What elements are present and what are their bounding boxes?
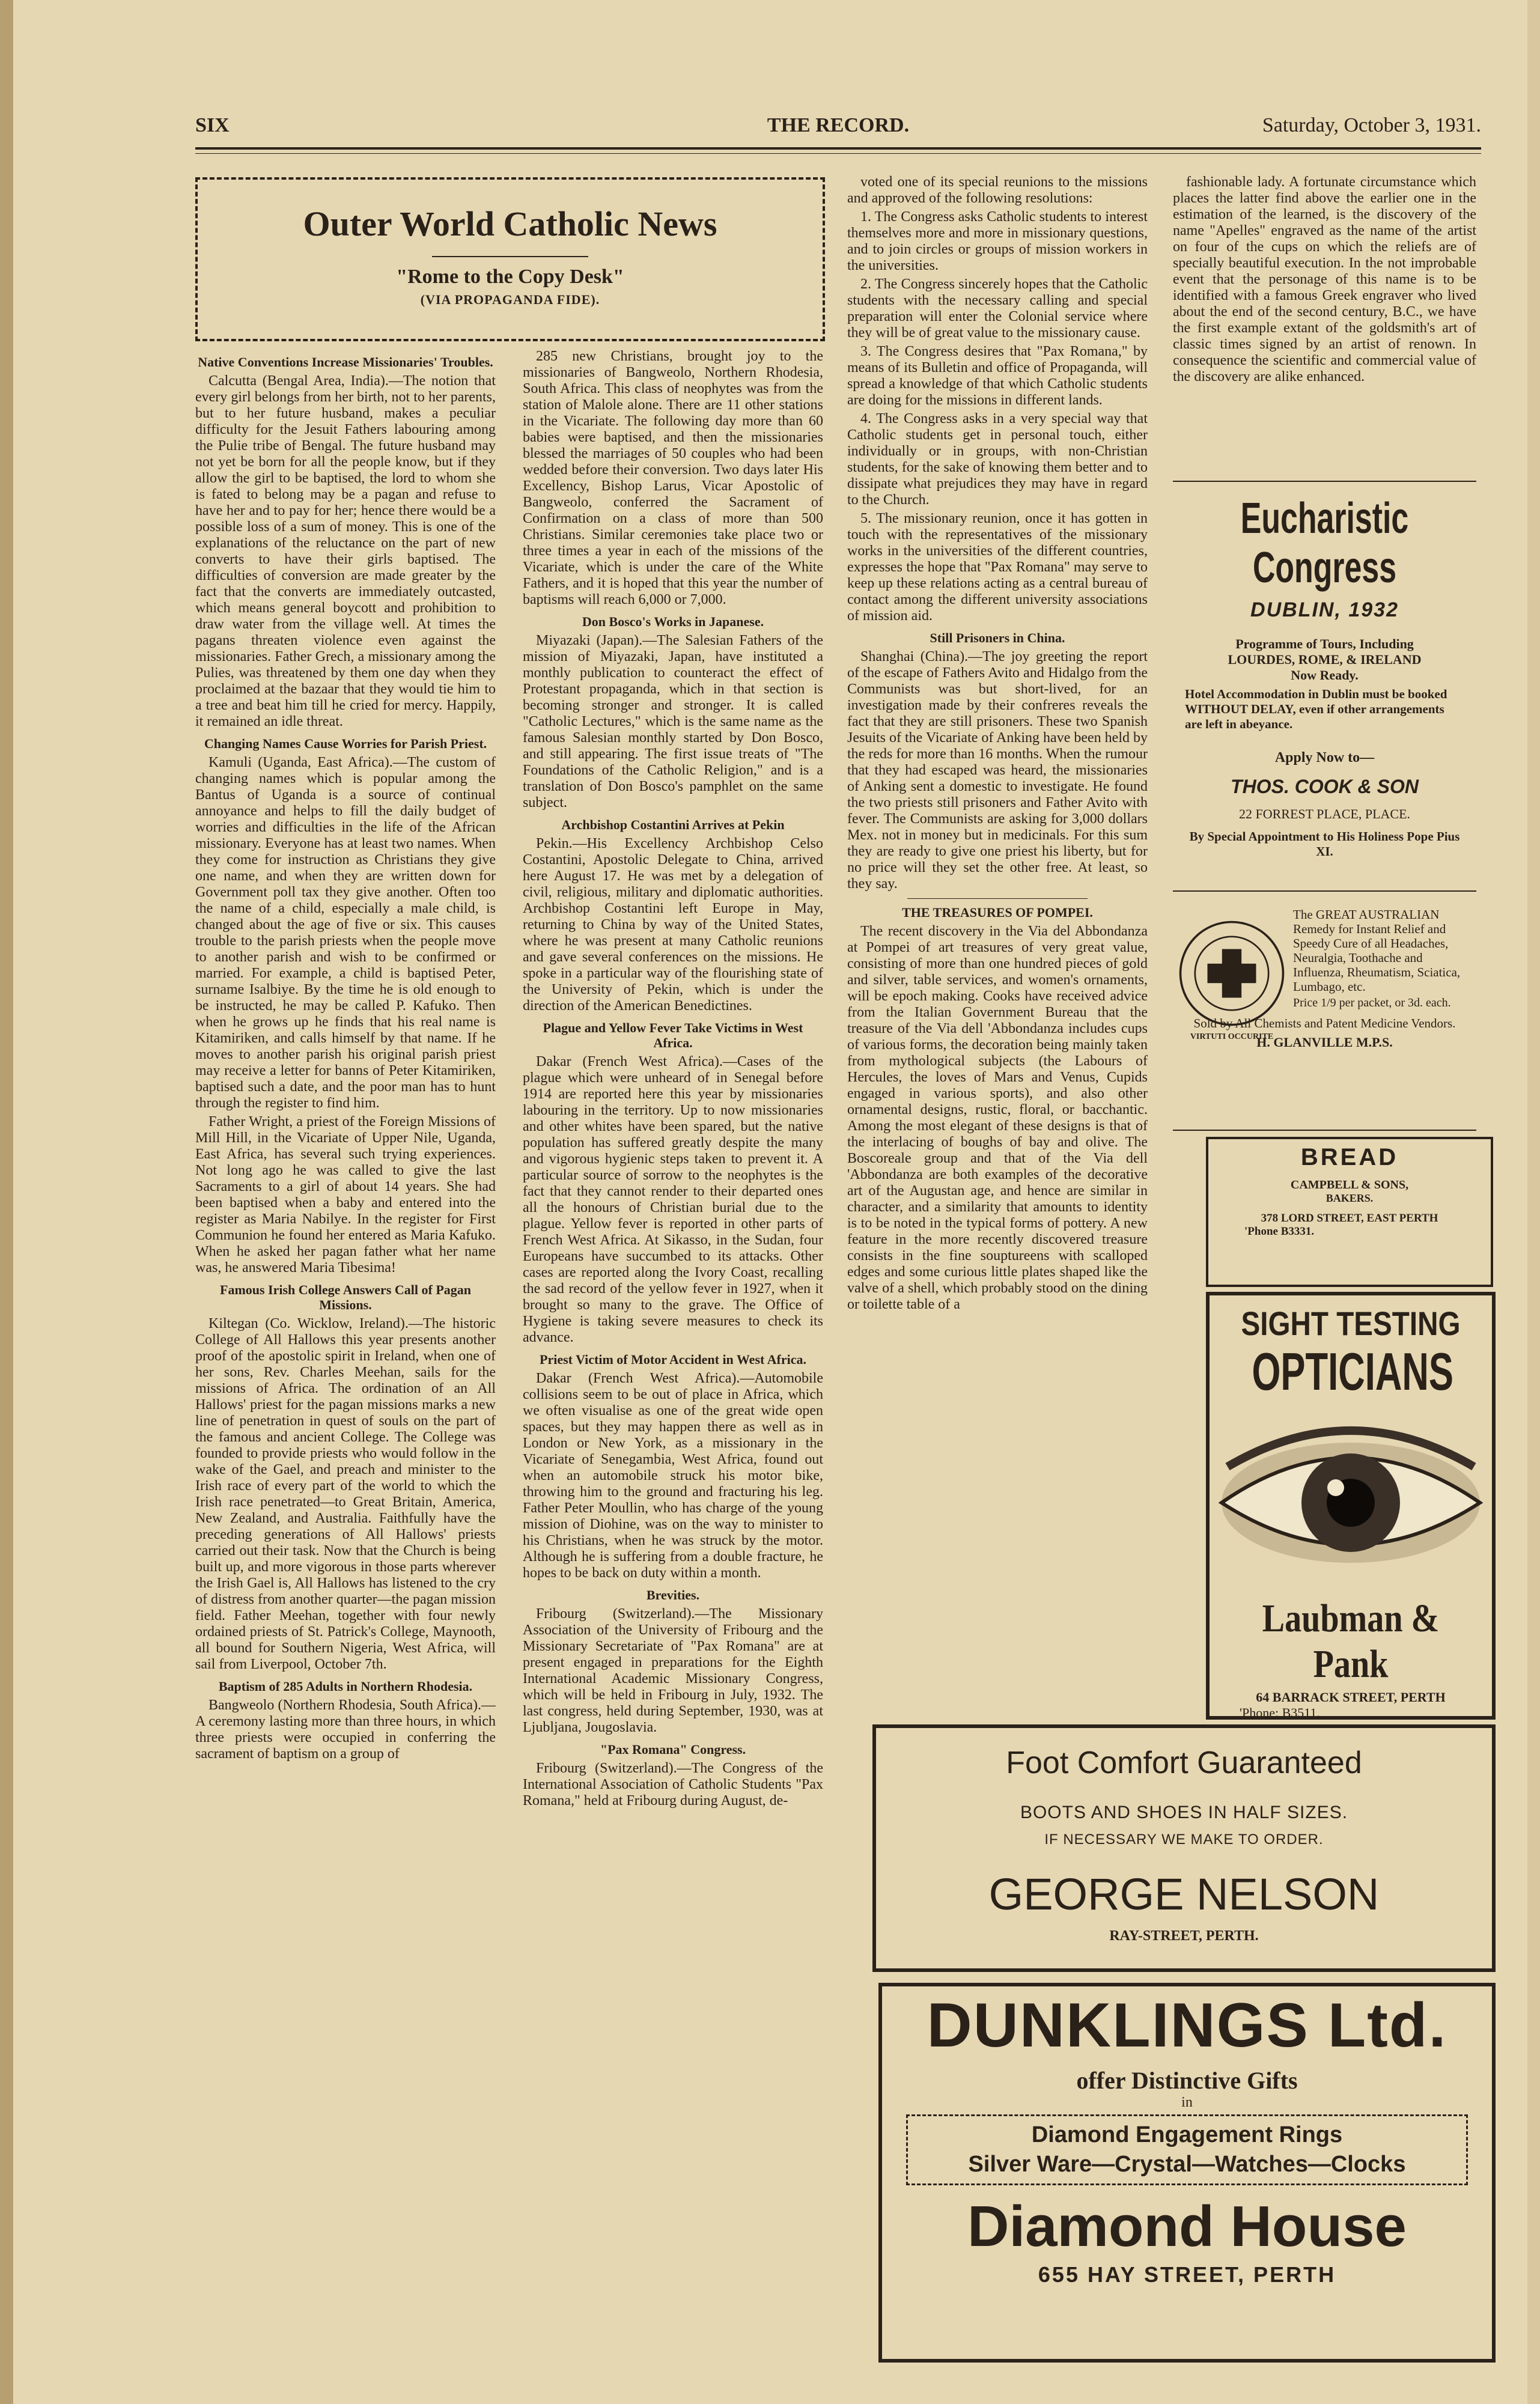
article-paragraph: Father Wright, a priest of the Foreign Missions of Mill Hill, in the Vicariate of Upper Nile, Uganda, East Africa, has several such trying experiences. Not long ago he was called to give the last Sacraments to a girl of about 14 years. She had been baptised when a baby and entered into the register as Maria Nabilye. In the register for First Communion he found her entered as Maria Kafuko. When he asked her pagan father what her name was, he answered Maria Tibesima!: [195, 1114, 496, 1276]
article-headline: Changing Names Cause Worries for Parish Priest.: [204, 736, 487, 751]
ad-foot-addr: RAY-STREET, PERTH.: [1109, 1928, 1259, 1944]
ad-dunk-title: DUNKLINGS Ltd.: [927, 1991, 1447, 2060]
article-paragraph: voted one of its special reunions to the missions and approved of the following resolutions:: [847, 174, 1148, 206]
ad-foot-comfort: [872, 1724, 1496, 1972]
ad-remedy-maker: H. GLANVILLE M.P.S.: [1256, 1035, 1393, 1050]
article-paragraph: 2. The Congress sincerely hopes that the Catholic students with the necessary calling and special preparation will enter the Colonial service where they will be of great value to the missionary cause.: [847, 276, 1148, 341]
section-banner: [195, 177, 825, 341]
article-paragraph: Bangweolo (Northern Rhodesia, South Africa).—A ceremony lasting more than three hours, in which three priests were occupied in conferring the sacrament of baptism on a group of: [195, 1697, 496, 1762]
ad-euc-firm: THOS. COOK & SON: [1231, 776, 1419, 797]
banner-title: Outer World Catholic News: [303, 204, 717, 243]
article-paragraph: Miyazaki (Japan).—The Salesian Fathers of the mission of Miyazaki, Japan, have instituted a monthly publication to counteract the effect of Protestant propaganda, which in that section is becoming stronger and stronger. It is called "Catholic Lectures," which is the same name as the famous Salesian monthly started by Don Bosco, and still appearing. The first issue treats of "The Foundations of the Catholic Religion," and is a translation of Don Bosco's pamphlet on the same subject.: [523, 633, 823, 811]
article-headline: Archbishop Costantini Arrives at Pekin: [561, 817, 785, 832]
article-separator: [907, 898, 1088, 899]
page-header: [195, 114, 1481, 138]
ad-foot-title: Foot Comfort Guaranteed: [1006, 1745, 1362, 1780]
ad-optic-l1: SIGHT TESTING: [1241, 1304, 1461, 1342]
article-headline: Still Prisoners in China.: [930, 630, 1065, 645]
newspaper-page: [13, 0, 1527, 2404]
ad-dunk-l2: Silver Ware—Crystal—Watches—Clocks: [968, 2152, 1406, 2177]
page-number: SIX: [195, 114, 230, 136]
ad-euc-l4: Hotel Accommodation in Dublin must be booked WITHOUT DELAY, even if other arrangements are left in abeyance.: [1185, 687, 1447, 731]
article-paragraph: 4. The Congress asks in a very special way that Catholic students get in personal touch, either individually or in groups, with non-Christian students, for the sake of knowing them better and to dissipate what prejudices they may have in regard to the Church.: [847, 411, 1148, 508]
banner-via: (VIA PROPAGANDA FIDE).: [420, 292, 600, 307]
eye-icon: [1210, 1401, 1492, 1599]
column-2: [523, 348, 823, 2391]
ad-bread-bakers: BAKERS.: [1325, 1192, 1374, 1204]
ad-dunk-offer: offer Distinctive Gifts: [1076, 2067, 1298, 2094]
red-cross-seal-icon: [1178, 919, 1286, 1027]
ad-optic-addr: 64 BARRACK STREET, PERTH: [1256, 1690, 1446, 1705]
ad-euc-appt: By Special Appointment to His Holiness Pope Pius XI.: [1189, 829, 1460, 859]
ad-optic-phone: 'Phone: B3511.: [1240, 1705, 1320, 1720]
article-paragraph: 285 new Christians, brought joy to the missionaries of Bangweolo, Northern Rhodesia, South Africa. This class of neophytes was from the station of Malole alone. There are 11 other stations in the Vicariate. The following day more than 60 babies were baptised, and then the missionaries blessed the marriages of 50 couples who had been wedded before their conversion. Two days later His Excellency, Bishop Larus, Vicar Apostolic of Bangweolo, conferred the Sacrament of Confirmation on a class of more than 500 Christians. Similar ceremonies take place two or three times a year in each of the missions of the Vicariate, which is under the care of the White Fathers, and it is hoped that this year the number of baptisms will reach 6,000 or 7,000.: [523, 348, 823, 607]
article-headline: Famous Irish College Answers Call of Pagan Missions.: [220, 1282, 471, 1312]
ad-remedy-price: Price 1/9 per packet, or 3d. each.: [1293, 996, 1451, 1009]
ad-dunklings: [878, 1983, 1496, 2363]
ad-optic-l2: OPTICIANS: [1252, 1342, 1453, 1401]
ad-euc-apply: Apply Now to—: [1274, 750, 1375, 765]
article-headline: Plague and Yellow Fever Take Victims in West Africa.: [543, 1020, 803, 1050]
article-paragraph: Dakar (French West Africa).—Automobile collisions seem to be out of place in Africa, which we often visualise as one of the great wide open spaces, but they may happen there as well as in London or New York, as a missionary in the Vicariate of Senegambia, West Africa, found out when an automobile struck his motor bike, throwing him to the ground and fracturing his leg. Father Peter Moullin, who has charge of the young mission of Diohine, was on the way to minister to his Christians, when he was struck by the motor. Although he is suffering from a double fracture, he hopes to be back on duty within a month.: [523, 1371, 823, 1581]
article-headline: Don Bosco's Works in Japanese.: [582, 614, 764, 629]
ad-euc-l3: Now Ready.: [1291, 668, 1359, 683]
column-4: [1173, 174, 1476, 475]
ad-euc-l2: LOURDES, ROME, & IRELAND: [1228, 652, 1422, 667]
article-headline: THE TREASURES OF POMPEI.: [902, 905, 1093, 920]
ad-remedy-l1: The GREAT AUSTRALIAN Remedy for Instant Relief and Speedy Cure of all Headaches, Neuralgia, Toothache and Influenza, Rheumatism, Sciatica, Lumbago, etc.: [1293, 907, 1461, 994]
ad-euc-sub: DUBLIN, 1932: [1250, 598, 1399, 621]
ad-euc-l1: Programme of Tours, Including: [1235, 636, 1414, 651]
ad-optic-firm: Laubman & Pank: [1262, 1596, 1440, 1686]
article-paragraph: Kamuli (Uganda, East Africa).—The custom of changing names which is popular among the Bantus of Uganda is a source of continual annoyance and helps to fill the daily budget of worries and difficulties in the life of the African missionary. Everyone has at least two names. When they come for instruction as Christians they give one name, and when they are written down for Government poll tax they give another. Often too the name of a child, especially a male child, is changed about the age of five or six. This causes trouble to the parish priests when the people move to another parish and wish to be confirmed or married. For example, a child is baptised Peter, surname Isalbiye. By the time he is old enough to be instructed, he may be called P. Kafuko. Then when he grows up he finds that his real name is Kitamiriken, and calls himself by that name. If he moves to another parish his original parish priest may receive a letter for banns of Peter Kitamiriken, baptised such a date, and the poor man has to hunt through the register to find him.: [195, 755, 496, 1111]
issue-date: Saturday, October 3, 1931.: [1262, 114, 1481, 136]
ad-eucharistic-congress: [1173, 481, 1476, 892]
binding-gutter: [0, 0, 13, 2404]
article-paragraph: Dakar (French West Africa).—Cases of the plague which were unheard of in Senegal before 1914 are reported here this year by missionaries labouring in the territory. Up to now missionaries and other whites have been spared, but the native population has suffered greatly despite the many and vigorous hygienic steps taken to prevent it. A particular source of sorrow to the neophytes is the fact that they cannot render to their departed ones all the honours of Christian burial due to the plague. Yellow fever is reported in other parts of French West Africa. At Sikasso, in the Sudan, four Europeans have succumbed to its attacks. Other cases are reported along the Ivory Coast, recalling the sad record of the yellow fever in 1927, when it brought so many to the grave. The Office of Hygiene is taking severe measures to check its advance.: [523, 1054, 823, 1345]
article-paragraph: Fribourg (Switzerland).—The Congress of the International Association of Catholic Students "Pax Romana," held at Fribourg during August, de-: [523, 1760, 823, 1809]
ad-remedy-sold: Sold by All Chemists and Patent Medicine Vendors.: [1193, 1016, 1456, 1030]
ad-dunk-l1: Diamond Engagement Rings: [1031, 2122, 1343, 2147]
column-1: [195, 348, 496, 2391]
header-rule-thin: [195, 153, 1481, 154]
article-paragraph: Calcutta (Bengal Area, India).—The notion that every girl belongs from her birth, not to her parents, but to her future husband, makes a peculiar difficulty for the Jesuit Fathers labouring among the Pulie tribe of Bengal. The future husband may not yet be born for all the people know, but if they allow the girl to be baptised, the lord to whom she is fated to belong may be a pagan and refuse to have her and to pay for her; hence there would be a possible loss of a sum of money. This is one of the explanations of the reluctance on the part of new converts to have their girls baptised. The difficulties of conversion are made greater by the fact that the converts are immediately outcasted, which means general boycott and prohibition to draw water from the village well. At times the pagans threaten violence even against the missionaries. Father Grech, a missionary among the Pulies, was threatened by them one day when they proclaimed at the bazaar that they would tie him to a tree and beat him till he cried for mercy. Happily, it remained an idle threat.: [195, 373, 496, 729]
article-paragraph: 5. The missionary reunion, once it has gotten in touch with the representatives of the missionary works in the universities of the different countries, expresses the hope that "Pax Romana" may serve to keep up these relations acting as a central bureau of contact among the different university associations of mission aid.: [847, 511, 1148, 624]
ad-euc-title: Eucharistic Congress: [1240, 494, 1409, 592]
article-headline: Brevities.: [646, 1587, 700, 1602]
ad-bread-phone: 'Phone B3331.: [1244, 1225, 1315, 1238]
article-paragraph: Kiltegan (Co. Wicklow, Ireland).—The historic College of All Hallows this year presents another proof of the apostolic spirit in Ireland, when one of her sons, Rev. Charles Meehan, sails for the missions of Africa. The ordination of an All Hallows' priest for the pagan missions marks a new line of penetration in quest of souls on the part of the famous and ancient College. The College was founded to provide priests who would follow in the wake of the Gael, and preach and minister to the Irish race of every part of the world to which the Irish race penetrated—to Great Britain, America, New Zealand, and Australia. Faithfully have the preceding generations of All Hallows' priests carried out their task. Now that the Church is being built up, and more vigorous in those parts wherever the Irish Gael is, All Hallows has listened to the cry of distress from another quarter—the pagan mission field. Father Meehan, together with four newly ordained priests of St. Patrick's College, Maynooth, all bound for Southern Nigeria, West Africa, will sail from Liverpool, October 7th.: [195, 1316, 496, 1672]
article-headline: Priest Victim of Motor Accident in West Africa.: [540, 1352, 806, 1367]
article-paragraph: fashionable lady. A fortunate circumstance which places the latter find above the earlier one in the estimation of the learned, is the discovery of the name "Apelles" engraved as the name of the artist on four of the cups on which the reliefs are of specially beautiful execution. In the not improbable event that the personage of this name is to be identified with a famous Greek engraver who lived about the end of the second century, B.C., we have the first example extant of the goldsmith's art of classic times signed by an artist of renown. In consequence the scientific and commercial value of the discovery are alike enhanced.: [1173, 174, 1476, 385]
article-headline: Native Conventions Increase Missionaries' Troubles.: [198, 355, 493, 370]
banner-divider: [432, 256, 588, 257]
ad-bread-addr: 378 LORD STREET, EAST PERTH: [1261, 1212, 1438, 1225]
article-headline: "Pax Romana" Congress.: [600, 1742, 746, 1757]
ad-opticians: [1206, 1292, 1496, 1720]
ad-remedy-seal-text: VIRTUTI OCCURITE: [1190, 1032, 1274, 1041]
article-paragraph: 1. The Congress asks Catholic students to interest themselves more and more in missionary questions, and to join circles or groups of mission workers in the universities.: [847, 209, 1148, 273]
ad-bread: [1206, 1137, 1493, 1287]
ad-bread-title: BREAD: [1300, 1144, 1399, 1170]
article-paragraph: Pekin.—His Excellency Archbishop Celso Costantini, Apostolic Delegate to China, arrived here August 17. He was met by a delegation of civil, religious, military and diplomatic authorities. Archbishop Costantini left Europe in May, returning to China by way of the United States, where he was present at many Catholic reunions and gave several conferences on the missions. He spoke in a particular way of the flourishing state of the University of Pekin, which is under the direction of the American Benedictines.: [523, 836, 823, 1014]
header-rule: [195, 147, 1481, 150]
ad-bread-firm: CAMPBELL & SONS,: [1290, 1178, 1409, 1191]
ad-dunk-in: in: [1181, 2095, 1193, 2110]
ad-dunk-house: Diamond House: [967, 2194, 1407, 2259]
ad-dunk-addr: 655 HAY STREET, PERTH: [1038, 2262, 1336, 2287]
ad-foot-firm: GEORGE NELSON: [988, 1869, 1380, 1919]
banner-subtitle: "Rome to the Copy Desk": [396, 266, 624, 288]
article-paragraph: The recent discovery in the Via del Abbondanza at Pompei of art treasures of very great value, consisting of more than one hundred pieces of gold and silver, table services, and women's ornaments, will be epoch making. Cooks have received advice from the Italian Government Bureau that the treasure of the Via dell 'Abbondanza includes cups of various forms, the decoration being mainly taken from mythological subjects (the Labours of Hercules, the loves of Mars and Venus, Cupids engaged in various sports), and also other ornamental designs, rustic, floral, or bacchantic. Among the most elegant of these designs is that of the interlacing of boughs of bay and olive. The Boscoreale group and that of the Via dell 'Abbondanza are both examples of the decorative art of the Augustan age, and hence are similar in character, and a similarity that amounts to identity is to be noted in the typical forms of pottery. A new feature in the more recently discovered treasure consists in the fine souptureens with scalloped edges and some curious little plates shaped like the valve of a shell, which probably stood on the dining or toilette table of a: [847, 924, 1148, 1312]
ad-dunk-inner: [906, 2114, 1468, 2185]
article-paragraph: 3. The Congress desires that "Pax Romana," by means of its Bulletin and office of Propaganda, will spread a knowledge of that which Catholic students are doing for the missions in different lands.: [847, 344, 1148, 408]
article-headline: Baptism of 285 Adults in Northern Rhodesia.: [218, 1679, 473, 1694]
ad-remedy: [1173, 895, 1476, 1131]
ad-foot-l2: IF NECESSARY WE MAKE TO ORDER.: [1044, 1831, 1324, 1848]
ad-foot-l1: BOOTS AND SHOES IN HALF SIZES.: [1020, 1803, 1348, 1822]
article-paragraph: Fribourg (Switzerland).—The Missionary Association of the University of Fribourg and the Missionary Secretariate of "Pax Romana" are at present engaged in preparations for the Eighth International Academic Missionary Congress, which will be held in Fribourg in July, 1932. The last congress, held during September, 1930, was at Ljubljana, Jougoslavia.: [523, 1606, 823, 1735]
column-3: [847, 174, 1148, 1712]
ad-euc-addr: 22 FORREST PLACE, PLACE.: [1238, 806, 1411, 821]
paper-title: THE RECORD.: [767, 114, 910, 136]
article-paragraph: Shanghai (China).—The joy greeting the report of the escape of Fathers Avito and Hidalgo from the Communists was but short-lived, for an investigation made by their confreres reveals the fact that they are still prisoners. These two Spanish Jesuits of the Vicariate of Anking have been held by the reds for more than 16 months. When the rumour that they had escaped was heard, the missionaries of Anking sent a domestic to investigate. He found the two priests still prisoners and Father Avito with fever. The Communists are asking for 3,000 dollars Mex. not in money but in medicinals. For this sum they are ready to give one priest his liberty, but for no price will they set the other free. At least, so they say.: [847, 649, 1148, 892]
